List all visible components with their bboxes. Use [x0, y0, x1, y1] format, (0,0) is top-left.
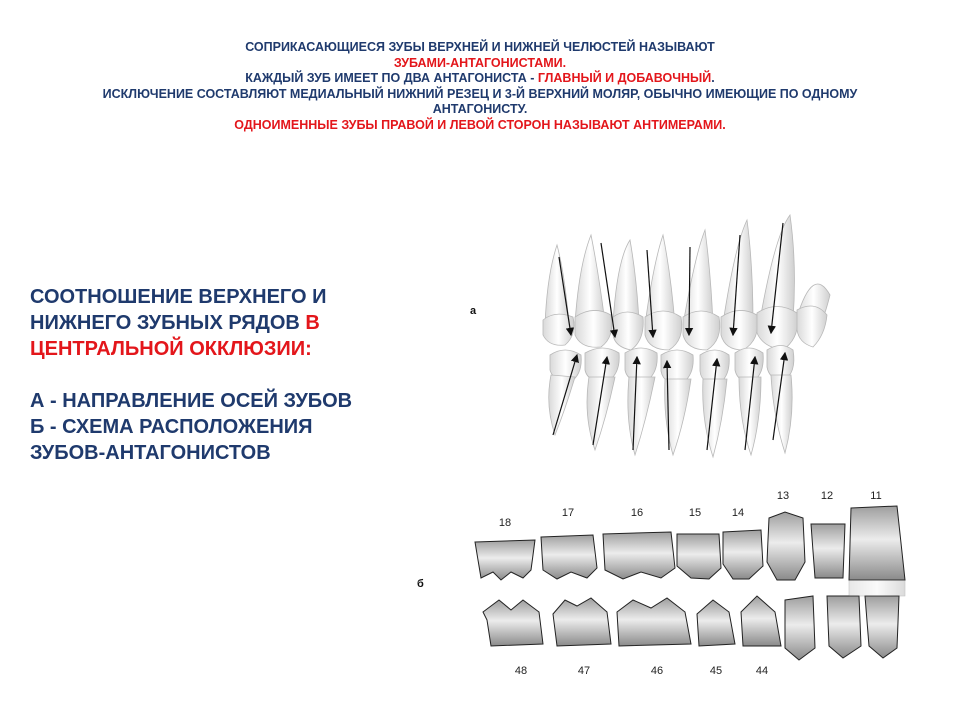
teeth-axes-illustration	[535, 205, 845, 475]
slide-header	[20, 40, 940, 133]
lower-tooth-43	[785, 596, 815, 660]
header-line-3-end: .	[711, 71, 715, 85]
tooth-number-13: 13	[776, 490, 790, 502]
caption-item-a: А - НАПРАВЛЕНИЕ ОСЕЙ ЗУБОВ	[30, 390, 353, 412]
upper-tooth-11	[849, 506, 905, 580]
header-line-6: ОДНОИМЕННЫЕ ЗУБЫ ПРАВОЙ И ЛЕВОЙ СТОРОН НАЗЫВАЮТ АНТИМЕРАМИ.	[234, 117, 726, 132]
header-line-2: ЗУБАМИ-АНТАГОНИСТАМИ.	[393, 55, 567, 70]
caption-title	[30, 284, 390, 362]
header-line-4: ИСКЛЮЧЕНИЕ СОСТАВЛЯЮТ МЕДИАЛЬНЫЙ НИЖНИЙ РЕЗЕЦ И 3-Й ВЕРХНИЙ МОЛЯР, ОБЫЧНО ИМЕЮЩИЕ ПО ОДНОМУ	[102, 86, 858, 101]
figure-label-b: б	[417, 578, 424, 590]
header-line-5: АНТАГОНИСТУ.	[432, 102, 528, 116]
tooth-number-17: 17	[561, 507, 575, 519]
tooth-number-15: 15	[688, 507, 702, 519]
header-line-3	[20, 71, 940, 87]
tooth-number-46: 46	[650, 665, 664, 677]
tooth-number-45: 45	[709, 665, 723, 677]
tooth-number-18: 18	[498, 517, 512, 529]
upper-tooth-15	[677, 534, 721, 579]
tooth-number-14: 14	[731, 507, 745, 519]
upper-tooth-13	[767, 512, 805, 580]
tooth-number-48: 48	[514, 665, 528, 677]
tooth-number-44: 44	[755, 665, 769, 677]
tooth-number-47: 47	[577, 665, 591, 677]
upper-tooth-16	[603, 532, 675, 579]
header-line-3-highlight: ГЛАВНЫЙ И ДОБАВОЧНЫЙ	[537, 71, 712, 85]
caption-title-highlight: В ЦЕНТРАЛЬНОЙ ОККЛЮЗИИ:	[30, 312, 320, 360]
lower-tooth-42	[827, 596, 861, 658]
header-line-1: СОПРИКАСАЮЩИЕСЯ ЗУБЫ ВЕРХНЕЙ И НИЖНЕЙ ЧЕЛЮСТЕЙ НАЗЫВАЮТ	[245, 40, 715, 54]
tooth-number-12: 12	[820, 490, 834, 502]
caption-item-b: Б - СХЕМА РАСПОЛОЖЕНИЯ ЗУБОВ-АНТАГОНИСТОВ	[30, 416, 313, 464]
upper-tooth-17	[541, 535, 597, 579]
header-line-3-start: КАЖДЫЙ ЗУБ ИМЕЕТ ПО ДВА АНТАГОНИСТА -	[245, 71, 538, 85]
lower-tooth-46	[617, 598, 691, 646]
upper-tooth-18	[475, 540, 535, 580]
figure-caption	[30, 284, 390, 466]
tooth-number-16: 16	[630, 507, 644, 519]
lower-tooth-47	[553, 598, 611, 646]
tooth-number-11: 11	[870, 490, 882, 502]
lower-tooth-44	[741, 596, 781, 646]
upper-tooth-14	[723, 530, 763, 579]
upper-tooth-12	[811, 524, 845, 578]
lower-tooth-45	[697, 600, 735, 646]
lower-tooth-48	[483, 600, 543, 646]
caption-title-main: СООТНОШЕНИЕ ВЕРХНЕГО И НИЖНЕГО ЗУБНЫХ РЯДОВ	[30, 286, 327, 334]
figure-label-a: а	[470, 305, 477, 317]
lower-tooth-41	[865, 596, 899, 658]
antagonist-scheme	[465, 482, 935, 692]
